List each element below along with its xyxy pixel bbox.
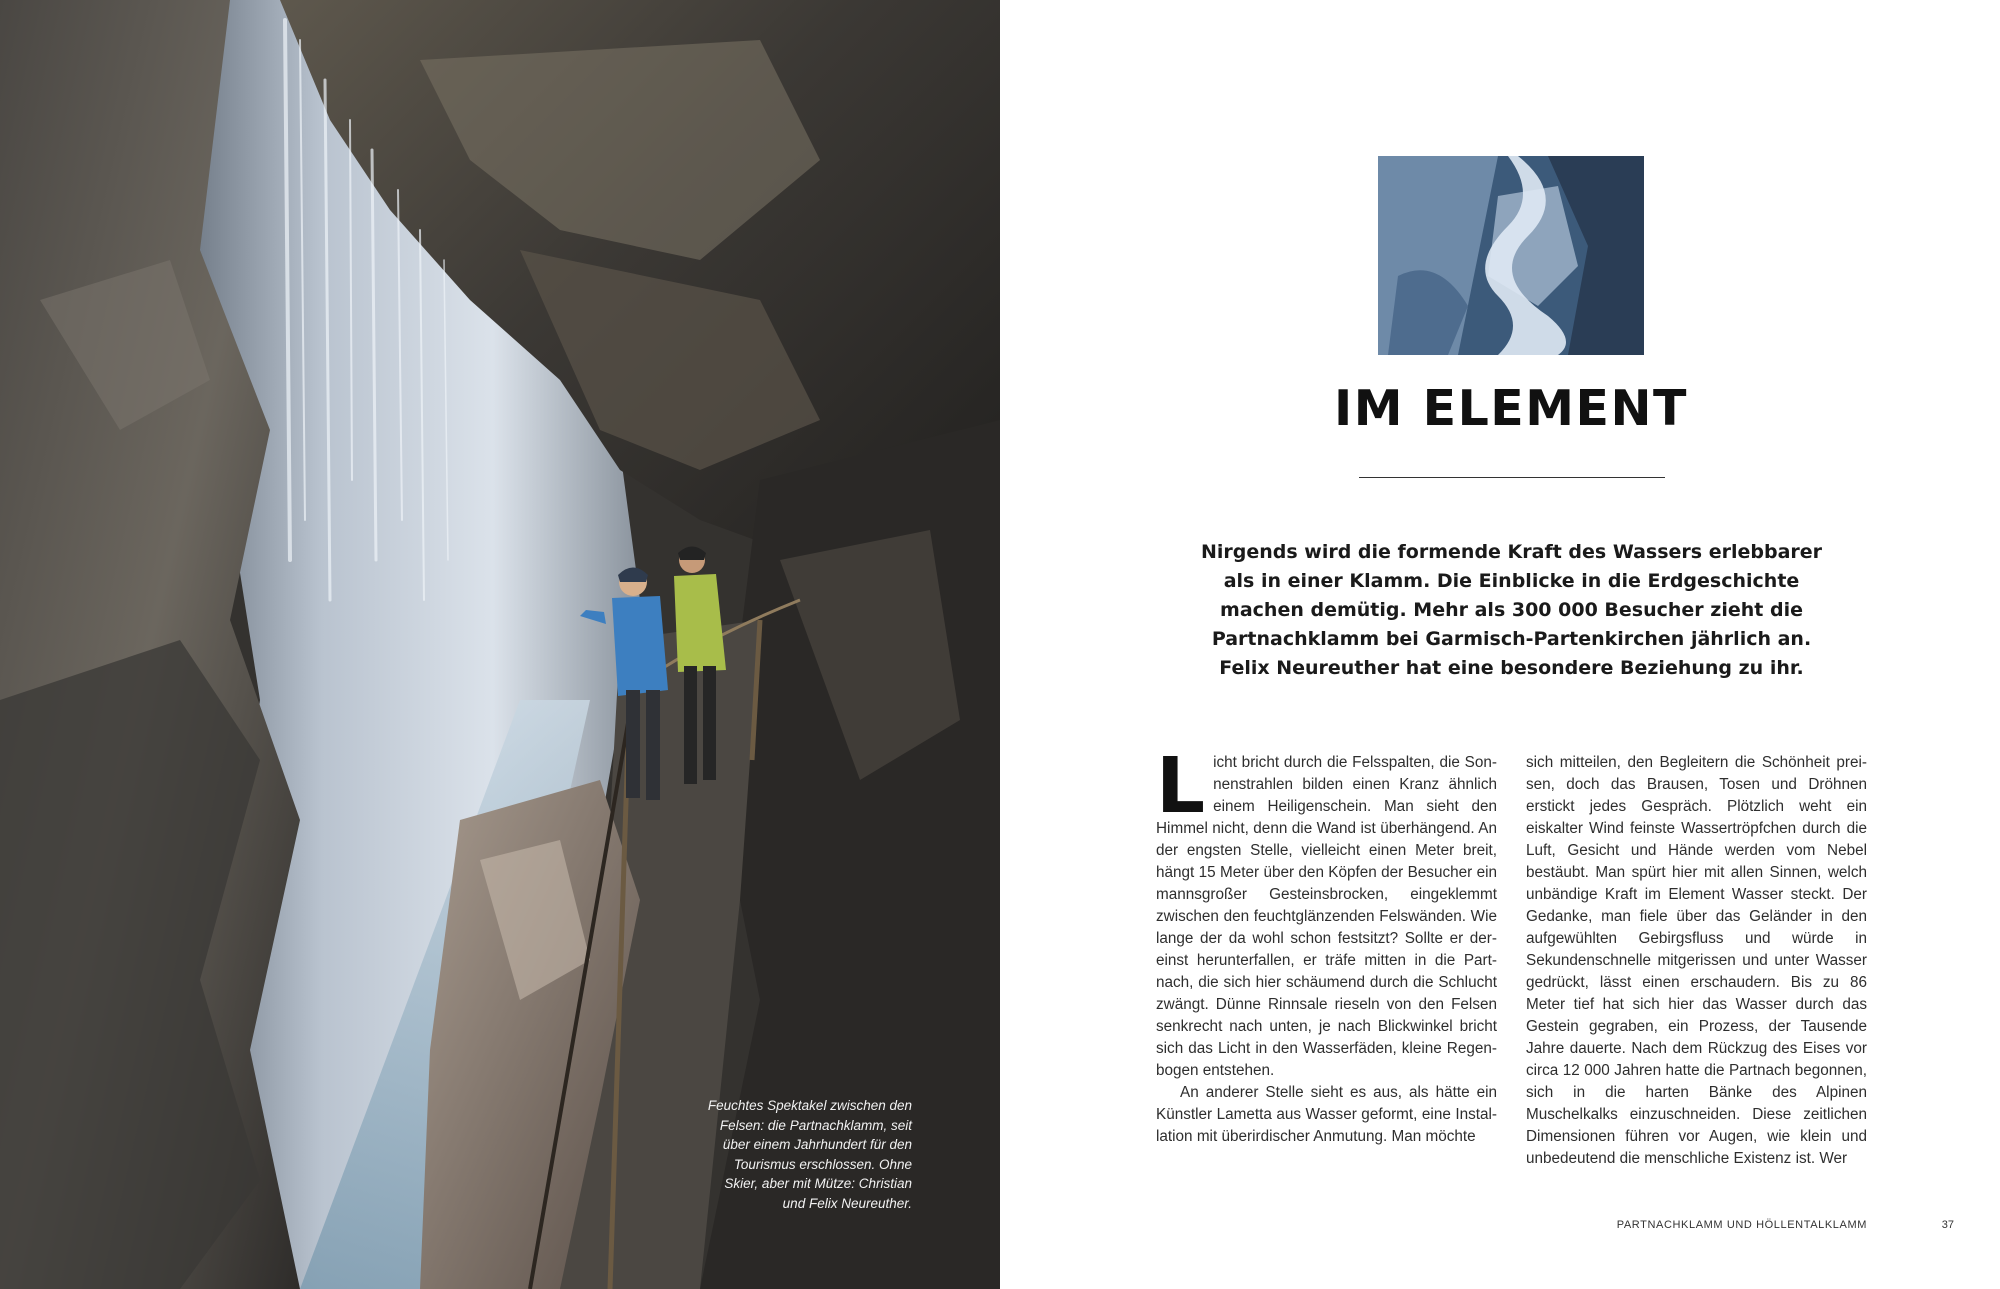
body-paragraph: An anderer Stelle sieht es aus, als hätte ein Künstler Lametta aus Wasser geformt, eine Installation mit überirdischer Anmutung. Man möchte (1156, 1084, 1497, 1145)
article-headline: IM ELEMENT (1334, 380, 1688, 437)
thumbnail-photo (1378, 156, 1644, 355)
page-number: 37 (1941, 1219, 1954, 1231)
body-paragraph (1156, 742, 1497, 1082)
article-page (1000, 0, 2000, 1289)
paragraph-text: icht bricht durch die Felsspalten, die Sonnenstrahlen bilden einen Kranz ähnlich einem Heiligenschein. Man sieht den Himmel nicht, denn die Wand ist überhängend. An der engsten Stelle, vielleicht einen Meter breit, hängt 15 Meter über den Köpfen der Besucher ein mannsgroßer Gesteinsbrocken, eingeklemmt zwischen den feuchtglänzenden Felswänden. Wie lange der da wohl schon festsitzt? Sollte er dereinst herunterfallen, er träfe mitten in die Partnach, die sich hier schäumend durch die Schlucht zwängt. Dünne Rinnsale rieseln von den Felsen senkrecht nach unten, je nach Blickwinkel bricht sich das Licht in den Wasserfäden, kleine Regenbogen entstehen. (1156, 754, 1497, 1079)
body-paragraph: sich mitteilen, den Begleitern die Schönheit preisen, doch das Brausen, Tosen und Dröhnen erstickt jedes Gespräch. Plötzlich weht ein eiskalter Wind feinste Wassertröpfchen durch die Luft, Gesicht und Hände werden vom Nebel bestäubt. Man spürt hier mit allen Sinnen, welch unbändige Kraft im Element Wasser steckt. Der Gedanke, man fiele über das Geländer in den aufgewühlten Gebirgsfluss und würde in Sekundenschnelle mitgerissen und unter Wasser gedrückt, lässt einen erschaudern. Bis zu 86 Meter tief hat sich hier das Wasser durch das Gestein gegraben, ein Prozess, der Tausende Jahre dauerte. Nach dem Rückzug des Eises vor circa 12 000 Jahren hatte die Partnach begonnen, sich in die harten Bänke des Alpinen Muschelkalks einzuschneiden. Diese zeitlichen Dimensionen führen vor Augen, wie klein und unbedeutend die menschliche Existenz ist. Wer (1526, 754, 1867, 1167)
body-column-2 (1526, 752, 1867, 1170)
headline-divider (1359, 477, 1665, 478)
article-lede: Nirgends wird die formende Kraft des Wassers erlebbarer als in einer Klamm. Die Einblicke in die Erdgeschichte machen demütig. Mehr als 300 000 Besucher zieht die Partnachklamm bei Garmisch-Partenkirchen jährlich an. Felix Neureuther hat eine besondere Beziehung zu ihr. (1200, 541, 1823, 679)
body-column-1 (1156, 742, 1497, 1148)
running-footer: PARTNACHKLAMM UND HÖLLENTALKLAMM (1616, 1219, 1867, 1231)
drop-cap: L (1156, 742, 1206, 831)
waterfall-thumbnail-illustration (1378, 156, 1644, 355)
photo-caption: Feuchtes Spektakel zwischen den Felsen: die Partnachklamm, seit über einem Jahrhundert für den Tourismus erschlossen. Ohne Skier, aber mit Mütze: Christian und Felix Neureuther. (707, 1098, 912, 1211)
